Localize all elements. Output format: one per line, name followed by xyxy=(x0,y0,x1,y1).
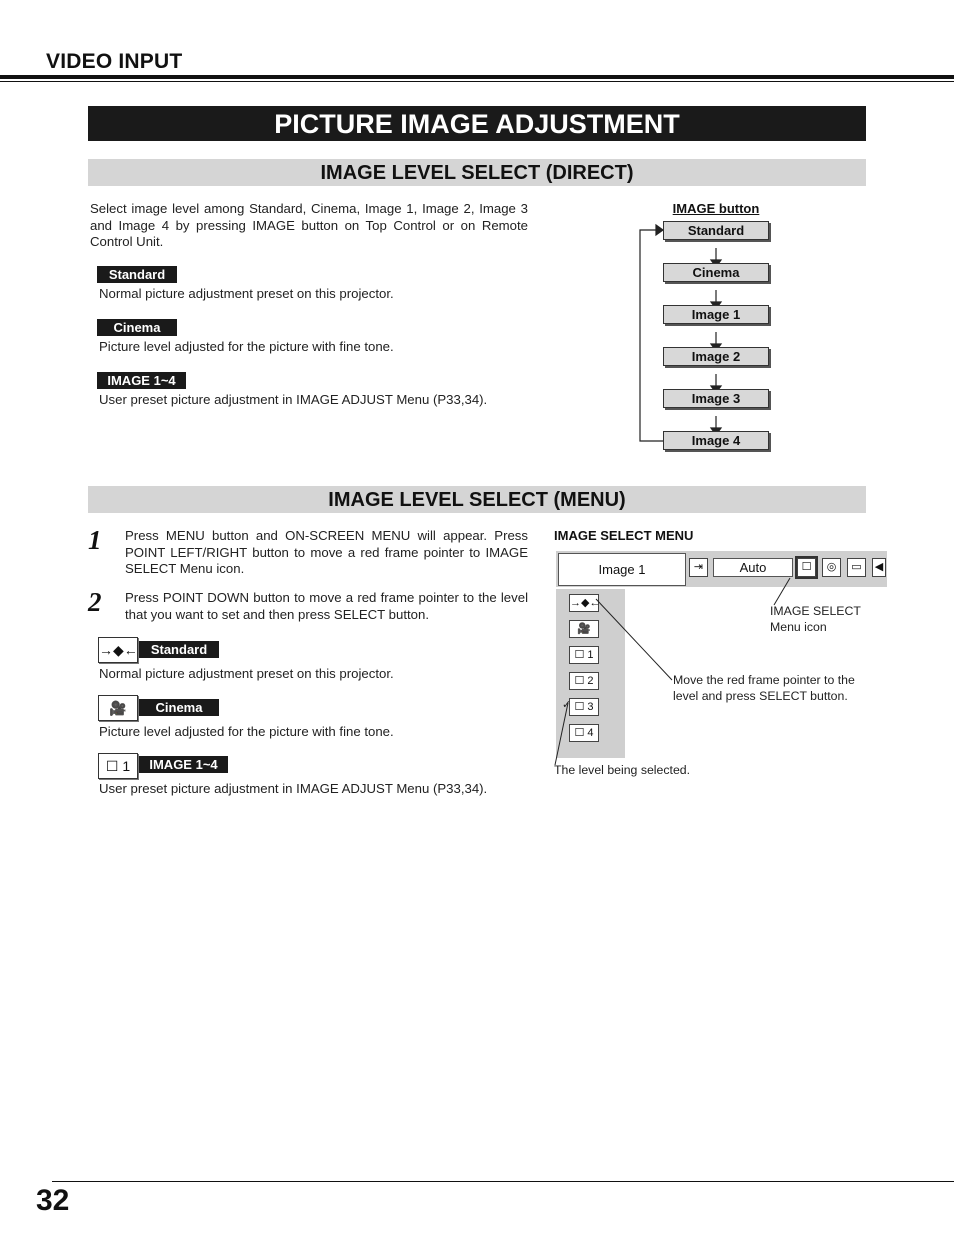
menu-desc-image: User preset picture adjustment in IMAGE ADJUST Menu (P33,34). xyxy=(99,781,488,796)
flow-box-standard: Standard xyxy=(663,221,769,240)
direct-tag-image: IMAGE 1~4 xyxy=(97,372,186,389)
step-text: Press POINT DOWN button to move a red frame pointer to the level that you want to set and then press SELECT button. xyxy=(125,590,528,622)
level-image4-item: ☐ 4 xyxy=(569,724,599,742)
callout-line-icon xyxy=(774,578,790,605)
direct-desc-image: User preset picture adjustment in IMAGE ADJUST Menu (P33,34). xyxy=(99,392,488,407)
direct-intro: Select image level among Standard, Cinema, Image 1, Image 2, Image 3 and Image 4 by pressing IMAGE button on Top Control or on Remote Control Unit. xyxy=(90,201,528,249)
image-box-icon: ☐ 1 xyxy=(98,753,138,779)
flow-arrows xyxy=(630,220,780,460)
callout-level-label: The level being selected. xyxy=(554,763,691,777)
image-adjust-icon: ◎ xyxy=(822,558,841,577)
input-icon: ⇥ xyxy=(689,558,708,577)
page-number: 32 xyxy=(36,1184,70,1217)
direct-desc-standard: Normal picture adjustment preset on this projector. xyxy=(99,286,394,301)
standard-mode-icon: →◆← xyxy=(98,637,138,663)
step-number: 1 xyxy=(88,525,102,555)
direct-tag-cinema: Cinema xyxy=(97,319,177,336)
cinema-camera-icon: 🎥 xyxy=(98,695,138,721)
direct-desc-cinema: Picture level adjusted for the picture with fine tone. xyxy=(99,339,394,354)
sound-icon: ◀ xyxy=(872,558,886,577)
step-text: Press MENU button and ON-SCREEN MENU will appear. Press POINT LEFT/RIGHT button to move a red frame pointer to IMAGE SELECT Menu icon. xyxy=(125,528,528,576)
auto-field: Auto xyxy=(713,558,793,577)
page-title: PICTURE IMAGE ADJUSTMENT xyxy=(88,106,866,141)
menu-desc-standard: Normal picture adjustment preset on this projector. xyxy=(99,666,394,681)
level-standard-item: →◆← xyxy=(569,594,599,612)
step-number: 2 xyxy=(88,587,102,617)
image-select-field: Image 1 xyxy=(558,553,686,586)
level-image3-item: ☐ 3 xyxy=(569,698,599,716)
level-image1-item: ☐ 1 xyxy=(569,646,599,664)
check-icon: ✓ xyxy=(562,699,572,711)
screen-icon: ▭ xyxy=(847,558,866,577)
menu-tag-standard: Standard xyxy=(139,641,219,658)
flow-return-arrowhead xyxy=(656,225,663,235)
diagram-title: IMAGE SELECT MENU xyxy=(554,528,694,543)
image-select-icon: ☐ xyxy=(797,558,816,577)
flow-box-image1: Image 1 xyxy=(663,305,769,324)
footer-rule xyxy=(52,1181,954,1182)
level-image2-item: ☐ 2 xyxy=(569,672,599,690)
flow-box-cinema: Cinema xyxy=(663,263,769,282)
direct-heading: IMAGE LEVEL SELECT (DIRECT) xyxy=(88,159,866,186)
flow-box-image2: Image 2 xyxy=(663,347,769,366)
flow-box-image4: Image 4 xyxy=(663,431,769,450)
menu-tag-image: IMAGE 1~4 xyxy=(139,756,228,773)
menu-desc-cinema: Picture level adjusted for the picture with fine tone. xyxy=(99,724,394,739)
flow-return-line xyxy=(640,230,663,441)
callout-line-move xyxy=(596,599,672,680)
flow-box-image3: Image 3 xyxy=(663,389,769,408)
level-cinema-item: 🎥 xyxy=(569,620,599,638)
header-rule xyxy=(0,75,954,79)
menu-tag-cinema: Cinema xyxy=(139,699,219,716)
direct-tag-standard: Standard xyxy=(97,266,177,283)
callout-move-label: Move the red frame pointer to the level and press SELECT button. xyxy=(673,673,855,703)
callout-icon-label: IMAGE SELECT Menu icon xyxy=(770,604,861,634)
flow-title: IMAGE button xyxy=(672,201,760,216)
header-rule-thin xyxy=(0,81,954,82)
menu-heading: IMAGE LEVEL SELECT (MENU) xyxy=(88,486,866,513)
callout-line-level xyxy=(555,703,568,765)
section-label: VIDEO INPUT xyxy=(46,50,183,73)
